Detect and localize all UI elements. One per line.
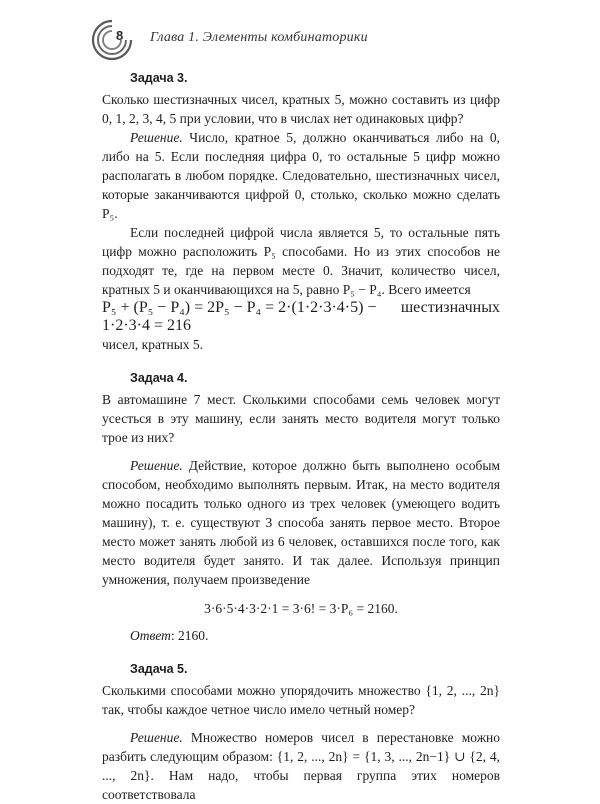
task3-formula-tail: шестизначных (400, 299, 500, 316)
task4-solution-label: Решение. (130, 458, 183, 473)
task4-title: Задача 4. (130, 371, 188, 385)
task4-answer (102, 626, 500, 645)
task4-solution-text: Действие, которое должно быть выполнено особым способом, необходимо выполнять первым. Итак, на место водителя можно посадить только одного из трех человек (умеющего водить машину), т. е. существуют 3 способа занять первое место. Второе место может занять любой из 6 человек, оставшихся после того, как место водителя будет занято. И так далее. Используя принцип умножения, получаем произведение (102, 458, 500, 587)
task3-solution-text: Число, кратное 5, должно оканчиваться либо на 0, либо на 5. Если последняя цифра 0, то остальные 5 цифр можно располагать в любом порядке. Следовательно, шестизначных чисел, которые заканчиваются цифрой 0, столько, сколько можно сделать P₅. (102, 130, 500, 221)
task3-question: Сколько шестизначных чисел, кратных 5, можно составить из цифр 0, 1, 2, 3, 4, 5 при условии, что в числах нет одинаковых цифр? (102, 92, 500, 126)
task4-question: В автомашине 7 мест. Сколькими способами семь человек могут усесться в эту машину, если занять место водителя могут только трое из них? (102, 392, 500, 445)
task5-question: Сколькими способами можно упорядочить множество {1, 2, ..., 2n} так, чтобы каждое четное число имело четный номер? (102, 683, 500, 717)
task5-solution-text: Множество номеров чисел в перестановке можно разбить следующим образом: {1, 2, ..., 2n} = {1, 3, ..., 2n−1} ∪ {2, 4, ..., 2n}. Нам надо, чтобы первая группа этих номеров соответствовала (102, 730, 500, 802)
task5-title: Задача 5. (130, 662, 188, 676)
task3-paragraph2-end: чисел, кратных 5. (102, 337, 204, 352)
task3-formula-line (102, 299, 500, 335)
chapter-title: Глава 1. Элементы комбинаторики (150, 30, 368, 45)
page-number: 8 (116, 28, 124, 43)
page-header (90, 18, 550, 62)
task5-solution-label: Решение. (130, 730, 183, 745)
task4-answer-text: : 2160. (170, 628, 209, 643)
task3-formula: P₅ + (P₅ − P₄) = 2P₅ − P₄ = 2·(1·2·3·4·5) − 1·2·3·4 = 216 (102, 299, 377, 334)
task3-solution-label: Решение. (130, 130, 183, 145)
page-content (102, 70, 500, 804)
task5-solution (102, 728, 500, 804)
task4-answer-label: Ответ (130, 628, 171, 643)
task4-formula: 3·6·5·4·3·2·1 = 3·6! = 3·P₆ = 2160. (204, 601, 398, 616)
task4-solution (102, 456, 500, 589)
task3-paragraph2: Если последней цифрой числа является 5, то остальные пять цифр можно расположить P₅ способами. Но из этих способов не подходят те, где на первом месте 0. Значит, количество чисел, кратных 5 и оканчивающихся на 5, равно P₅ − P₄. Всего имеется (102, 225, 500, 297)
spiral-logo-icon (90, 18, 134, 62)
task3-title: Задача 3. (130, 71, 188, 85)
task3-solution (102, 128, 500, 223)
